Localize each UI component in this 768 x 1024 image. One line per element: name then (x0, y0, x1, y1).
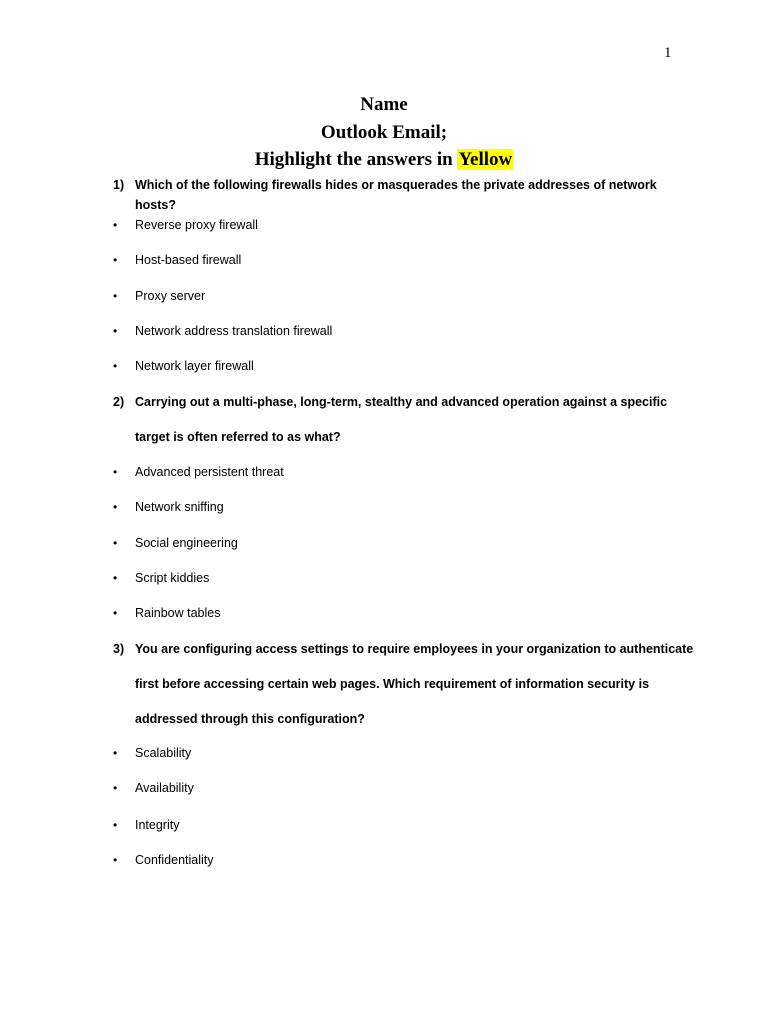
option-label: Advanced persistent threat (135, 465, 284, 479)
highlight-yellow-word: Yellow (458, 149, 513, 170)
bullet-icon: • (113, 289, 118, 303)
question-text (135, 640, 694, 728)
bullet-icon: • (113, 536, 118, 550)
bullet-icon: • (113, 500, 118, 514)
question-line: first before accessing certain web pages. Which requirement of information security is (135, 677, 650, 691)
question-line: You are configuring access settings to require employees in your organization to authenticate (135, 642, 694, 656)
option-label: Integrity (135, 818, 180, 832)
question-number: 2) (113, 395, 125, 409)
bullet-icon: • (113, 218, 118, 232)
bullet-icon: • (113, 324, 118, 338)
option-label: Host-based firewall (135, 253, 242, 267)
question-line: target is often referred to as what? (135, 430, 341, 444)
option-label: Network layer firewall (135, 359, 254, 373)
page-number: 1 (664, 45, 672, 61)
question-text (135, 393, 670, 446)
title-instruction (0, 148, 768, 172)
bullet-icon: • (113, 606, 118, 620)
question-line: addressed through this configuration? (135, 712, 365, 726)
option-label: Network address translation firewall (135, 324, 333, 338)
option-label: Social engineering (135, 536, 238, 550)
option-label: Network sniffing (135, 500, 224, 514)
question-number: 1) (113, 178, 125, 192)
option-label: Availability (135, 781, 194, 795)
bullet-icon: • (113, 571, 118, 585)
bullet-icon: • (113, 781, 118, 795)
bullet-icon: • (113, 253, 118, 267)
bullet-icon: • (113, 818, 118, 832)
option-label: Proxy server (135, 289, 206, 303)
bullet-icon: • (113, 359, 118, 373)
question-number: 3) (113, 642, 125, 656)
bullet-icon: • (113, 465, 118, 479)
question-text (135, 176, 670, 214)
question-line: Which of the following firewalls hides or masquerades the private addresses of network (135, 178, 657, 192)
bullet-icon: • (113, 853, 118, 867)
option-label: Rainbow tables (135, 606, 221, 620)
option-label: Scalability (135, 746, 192, 760)
option-label: Reverse proxy firewall (135, 218, 258, 232)
title-outlook-email: Outlook Email; (320, 122, 448, 143)
question-line: Carrying out a multi-phase, long-term, stealthy and advanced operation against a specific (135, 395, 668, 409)
bullet-icon: • (113, 746, 118, 760)
title-name: Name (360, 94, 408, 115)
title-instruction-text: Highlight the answers in (254, 149, 458, 170)
question-line: hosts? (135, 198, 176, 212)
option-label: Confidentiality (135, 853, 214, 867)
option-label: Script kiddies (135, 571, 210, 585)
